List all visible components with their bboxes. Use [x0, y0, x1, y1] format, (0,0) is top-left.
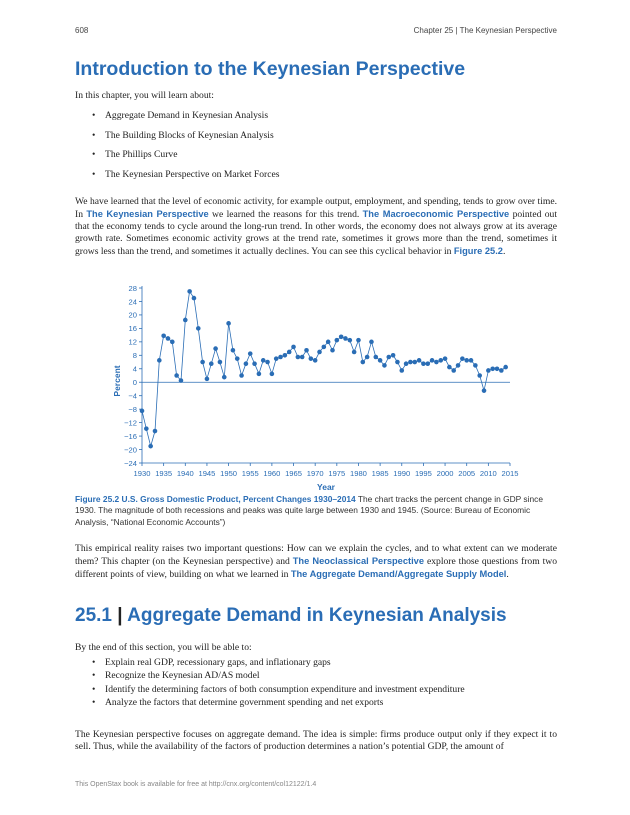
caption-label: Figure 25.2 U.S. Gross Domestic Product, Percent Changes 1930–2014 [75, 494, 356, 504]
data-point [464, 358, 469, 363]
text-run: we learned the reasons for this trend. [208, 209, 363, 220]
objectives-list [75, 657, 465, 710]
y-tick-label: 8 [132, 351, 137, 361]
objectives-lead: By the end of this section, you will be able to: [75, 642, 252, 653]
data-point [265, 360, 270, 365]
data-point [235, 356, 240, 361]
list-item: • The Keynesian Perspective on Market Forces [75, 169, 280, 189]
data-point [257, 372, 262, 377]
data-point [283, 353, 288, 358]
data-point [412, 360, 417, 365]
x-tick-label: 1970 [306, 469, 324, 478]
data-point [287, 350, 292, 355]
data-point [499, 368, 504, 373]
data-point [326, 340, 331, 345]
link-neoclassical-perspective[interactable]: The Neoclassical Perspective [292, 556, 425, 566]
x-tick-label: 1960 [263, 469, 281, 478]
y-tick-label: 20 [128, 310, 137, 320]
section-heading [75, 605, 507, 627]
data-point [408, 360, 413, 365]
text-run: We have learned that the level of economic activity, for example output, employment, and spending, tends to grow over time. In [75, 196, 557, 220]
x-tick-label: 1955 [241, 469, 259, 478]
data-point [469, 358, 474, 363]
x-tick-label: 1950 [220, 469, 238, 478]
data-point [166, 336, 171, 341]
data-point [179, 378, 184, 383]
y-tick-label: −24 [124, 458, 137, 468]
data-point [205, 377, 210, 382]
data-point [183, 318, 188, 323]
data-point [352, 350, 357, 355]
data-point [361, 360, 366, 365]
data-point [456, 363, 461, 368]
list-item: • The Phillips Curve [75, 149, 280, 169]
data-point [382, 363, 387, 368]
data-point [252, 361, 257, 366]
data-point [244, 361, 249, 366]
data-point [438, 358, 443, 363]
data-point [231, 348, 236, 353]
data-point [218, 360, 223, 365]
data-point [161, 333, 166, 338]
y-tick-label: −12 [124, 418, 137, 428]
section-title: Aggregate Demand in Keynesian Analysis [127, 605, 507, 626]
list-item: • The Building Blocks of Keynesian Analysis [75, 130, 280, 150]
caption-text: The chart tracks the percent change in GDP since 1930. The magnitude of both recessions and peaks was quite large between 1930 and 1945. (Source: Bureau of Economic Analysis, “National Economic Accounts”) [75, 494, 543, 527]
data-point [296, 355, 301, 360]
data-point [200, 360, 205, 365]
series-line [142, 291, 506, 446]
data-point [490, 366, 495, 371]
data-point [386, 355, 391, 360]
data-point [395, 360, 400, 365]
x-tick-label: 1985 [371, 469, 389, 478]
data-point [460, 356, 465, 361]
data-point [278, 355, 283, 360]
y-tick-label: −8 [128, 404, 137, 414]
x-tick-label: 1990 [393, 469, 411, 478]
data-point [187, 289, 192, 294]
text-run: . [502, 246, 506, 257]
data-point [348, 338, 353, 343]
data-point [417, 358, 422, 363]
x-tick-label: 1940 [176, 469, 194, 478]
data-point [486, 368, 491, 373]
link-macroeconomic-perspective[interactable]: The Macroeconomic Perspective [362, 209, 510, 219]
data-point [339, 334, 344, 339]
data-point [309, 356, 314, 361]
data-point [313, 358, 318, 363]
x-tick-label: 1965 [285, 469, 302, 478]
data-point [274, 356, 279, 361]
list-item: • Aggregate Demand in Keynesian Analysis [75, 110, 280, 130]
data-point [482, 388, 487, 393]
data-point [239, 373, 244, 378]
x-tick-label: 1995 [414, 469, 432, 478]
text-run: This empirical reality raises two important questions: How can we explain the cycles, and to what extent can we moderate them? This chapter (on the Keynesian perspective) and [75, 543, 557, 567]
data-point [157, 358, 162, 363]
data-point [209, 361, 214, 366]
data-point [451, 368, 456, 373]
data-point [140, 409, 145, 414]
data-point [335, 338, 340, 343]
data-point [248, 351, 253, 356]
data-point [373, 355, 378, 360]
data-point [399, 368, 404, 373]
data-point [425, 361, 430, 366]
x-tick-label: 1980 [350, 469, 367, 478]
data-point [213, 346, 218, 351]
data-point [304, 348, 309, 353]
data-point [404, 361, 409, 366]
chapter-title: Introduction to the Keynesian Perspective [75, 58, 466, 80]
data-point [495, 366, 500, 371]
text-run: . [506, 569, 509, 580]
link-keynesian-perspective[interactable]: The Keynesian Perspective [86, 209, 209, 219]
data-point [144, 426, 149, 431]
data-point [261, 358, 266, 363]
section-number: 25.1 [75, 605, 112, 626]
x-axis-label: Year [317, 482, 335, 492]
y-tick-label: 24 [128, 297, 137, 307]
data-point [170, 340, 175, 345]
data-point [447, 365, 452, 370]
x-tick-label: 1975 [328, 469, 346, 478]
data-point [226, 321, 231, 326]
data-point [434, 360, 439, 365]
y-tick-label: −4 [128, 391, 137, 401]
data-point [330, 348, 335, 353]
x-tick-label: 2015 [501, 469, 519, 478]
list-item: • Analyze the factors that determine government spending and net exports [75, 697, 465, 710]
data-point [300, 355, 305, 360]
intro-lead: In this chapter, you will learn about: [75, 90, 214, 101]
data-point [343, 336, 348, 341]
x-tick-label: 2000 [436, 469, 454, 478]
data-point [291, 345, 296, 350]
data-point [421, 361, 426, 366]
data-point [356, 338, 361, 343]
y-tick-label: 16 [128, 324, 137, 334]
data-point [503, 365, 508, 370]
y-tick-label: 4 [132, 364, 137, 374]
y-tick-label: −20 [124, 445, 137, 455]
page-footer: This OpenStax book is available for free at http://cnx.org/content/col12122/1.4 [75, 781, 317, 788]
list-item: • Identify the determining factors of both consumption expenditure and investment expenditure [75, 684, 465, 697]
text-run: explore those questions from two different points of view, building on what we learned in [75, 556, 557, 580]
text-run: pointed out that the economy tends to cycle around the long-run trend. In other words, the economy does not always grow at its average growth rate. Sometimes economic activity grows at the trend rate, sometimes it grows more than the trend, sometimes it grows less than the trend, and sometimes it actually declines. You can see this cyclical behavior in [75, 209, 557, 257]
data-point [196, 326, 201, 331]
data-point [477, 373, 482, 378]
x-tick-label: 1945 [198, 469, 216, 478]
y-tick-label: 28 [128, 283, 137, 293]
data-point [322, 345, 327, 350]
section-separator: | [117, 605, 123, 626]
body-paragraph: The Keynesian perspective focuses on aggregate demand. The idea is simple: firms produce output only if they expect it to sell. Thus, while the availability of the factors of production determines a nation’s potential GDP, the amount of [75, 729, 557, 752]
data-point [270, 372, 275, 377]
x-tick-label: 2010 [479, 469, 497, 478]
data-point [430, 358, 435, 363]
data-point [369, 340, 374, 345]
data-point [317, 350, 322, 355]
data-point [222, 375, 227, 380]
data-point [148, 444, 153, 449]
data-point [174, 373, 179, 378]
figure-caption [75, 494, 557, 528]
data-points [140, 289, 508, 448]
y-axis-label: Percent [112, 365, 122, 397]
x-axis [134, 463, 519, 478]
question-paragraph [75, 543, 557, 581]
data-point [391, 353, 396, 358]
data-point [153, 429, 158, 434]
y-axis [124, 284, 142, 468]
data-point [365, 355, 370, 360]
x-tick-label: 1930 [133, 469, 151, 478]
data-point [378, 358, 383, 363]
data-point [473, 363, 478, 368]
y-tick-label: −16 [124, 431, 137, 441]
page-number: 608 [75, 26, 89, 35]
list-item: • Explain real GDP, recessionary gaps, and inflationary gaps [75, 657, 465, 670]
y-tick-label: 12 [128, 337, 137, 347]
x-tick-label: 2005 [458, 469, 476, 478]
data-point [443, 356, 448, 361]
link-figure-25-2[interactable]: Figure 25.2 [453, 246, 503, 256]
data-point [192, 296, 197, 301]
y-tick-label: 0 [132, 378, 137, 388]
x-tick-label: 1935 [155, 469, 173, 478]
link-ad-as-model[interactable]: The Aggregate Demand/Aggregate Supply Model [290, 569, 507, 579]
list-item: • Recognize the Keynesian AD/AS model [75, 670, 465, 683]
running-header: Chapter 25 | The Keynesian Perspective [413, 26, 557, 35]
